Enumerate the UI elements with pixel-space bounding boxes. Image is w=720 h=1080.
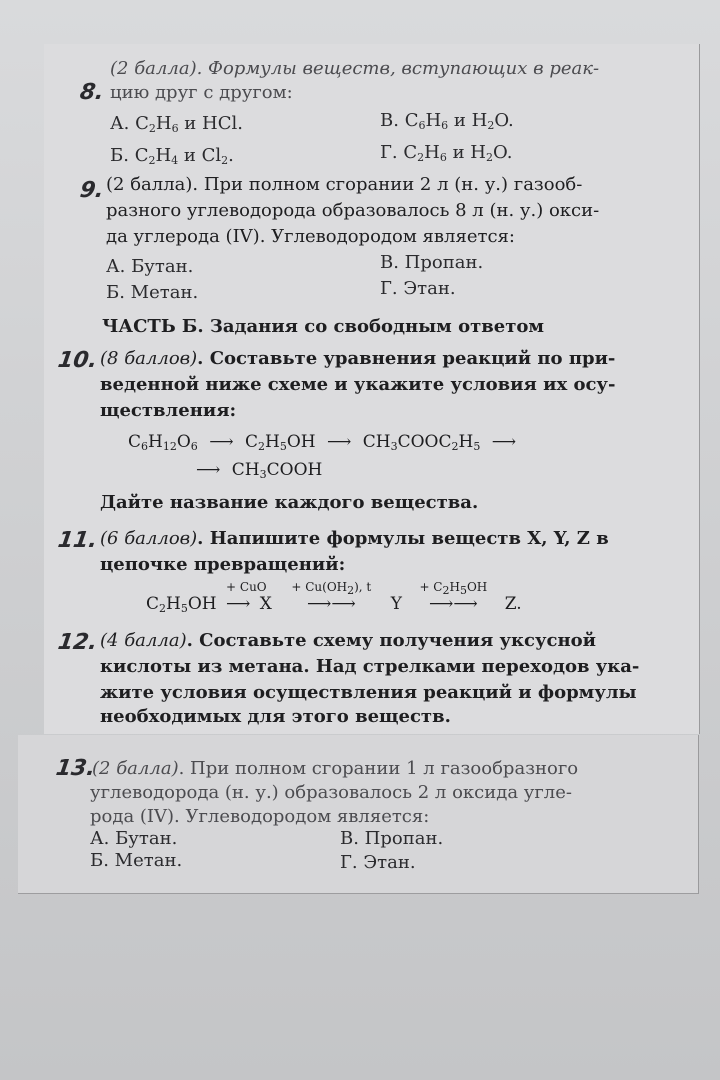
q13-number: 13. <box>54 756 97 781</box>
part-b-heading: ЧАСТЬ Б. Задания со свободным ответом <box>102 316 544 337</box>
q13-line-3: рода (IV). Углеводородом является: <box>90 806 430 827</box>
q9-line-2: разного углеводорода образовалось 8 л (н. у.) окси- <box>106 200 600 221</box>
q12-line-3: жите условия осуществления реакций и формулы <box>100 682 637 703</box>
q8-option-g: Г. $C_2H_6$ и $H_2O$. <box>380 142 513 164</box>
q10-scheme-row-2: ⟶ $CH_3COOH$ <box>196 460 323 481</box>
q12-number: 12. <box>56 630 99 655</box>
q9-option-v: В. Пропан. <box>380 252 484 273</box>
q10-instruction: Дайте название каждого вещества. <box>100 492 479 513</box>
q8-heading-cont: цию друг с другом: <box>110 82 293 103</box>
arrow-c2h5oh: + $C_2H_5OH$ ⟶⟶ <box>419 580 488 614</box>
q13-option-v: В. Пропан. <box>340 828 444 849</box>
q9-line-3: да углерода (IV). Углеводородом является: <box>106 226 515 247</box>
q9-line-1: (2 балла). При полном сгорании 2 л (н. у.) газооб- <box>106 174 583 195</box>
q8-option-b: Б. $C_2H_4$ и $Cl_2$. <box>110 145 234 167</box>
q10-scheme-row-1: $C_6H_{12}O_6$ ⟶ $C_2H_5OH$ ⟶ $CH_3COOC_2H_5$ ⟶ <box>128 432 517 453</box>
q8-heading: (2 балла). Формулы веществ, вступающих в реак- <box>110 58 600 79</box>
q8-number: 8. <box>78 80 106 105</box>
q9-option-a: А. Бутан. <box>106 256 194 277</box>
arrow-cuoh2: + $Cu(OH_2)$, t ⟶⟶ <box>291 580 372 614</box>
q13-option-b: Б. Метан. <box>90 850 183 871</box>
q11-line-1: (6 баллов). Напишите формулы веществ X, Y, Z в <box>100 528 609 549</box>
q11-number: 11. <box>56 528 99 553</box>
q10-number: 10. <box>56 348 99 373</box>
reaction-arrow: ⟶ <box>326 432 352 452</box>
q11-chain: $C_2H_5OH$ + CuO ⟶ X + $Cu(OH_2)$, t ⟶⟶ Y + $C_2H_5OH$ ⟶⟶ Z. <box>146 580 522 615</box>
q9-number: 9. <box>78 178 106 203</box>
q9-option-b: Б. Метан. <box>106 282 199 303</box>
reaction-arrow: ⟶ <box>491 432 517 452</box>
q13-option-a: А. Бутан. <box>90 828 178 849</box>
q11-line-2: цепочке превращений: <box>100 554 346 575</box>
q8-option-a: А. $C_2H_6$ и HCl. <box>110 113 243 135</box>
q8-option-v: В. $C_6H_6$ и $H_2O$. <box>380 110 514 132</box>
arrow-cuo: + CuO ⟶ <box>226 580 267 614</box>
q12-line-4: необходимых для этого веществ. <box>100 706 451 727</box>
q13-line-2: углеводорода (н. у.) образовалось 2 л оксида угле- <box>90 782 572 803</box>
q12-line-2: кислоты из метана. Над стрелками переходов ука- <box>100 656 640 677</box>
q9-option-g: Г. Этан. <box>380 278 456 299</box>
q10-line-3: ществления: <box>100 400 237 421</box>
q12-line-1: (4 балла). Составьте схему получения уксусной <box>100 630 597 651</box>
q13-option-g: Г. Этан. <box>340 852 416 873</box>
reaction-arrow: ⟶ <box>196 460 221 480</box>
reaction-arrow: ⟶ <box>209 432 234 452</box>
q10-line-1: (8 баллов). Составьте уравнения реакций по при- <box>100 348 616 369</box>
q10-line-2: веденной ниже схеме и укажите условия их осу- <box>100 374 616 395</box>
q13-line-1: (2 балла). При полном сгорании 1 л газообразного <box>92 758 579 779</box>
